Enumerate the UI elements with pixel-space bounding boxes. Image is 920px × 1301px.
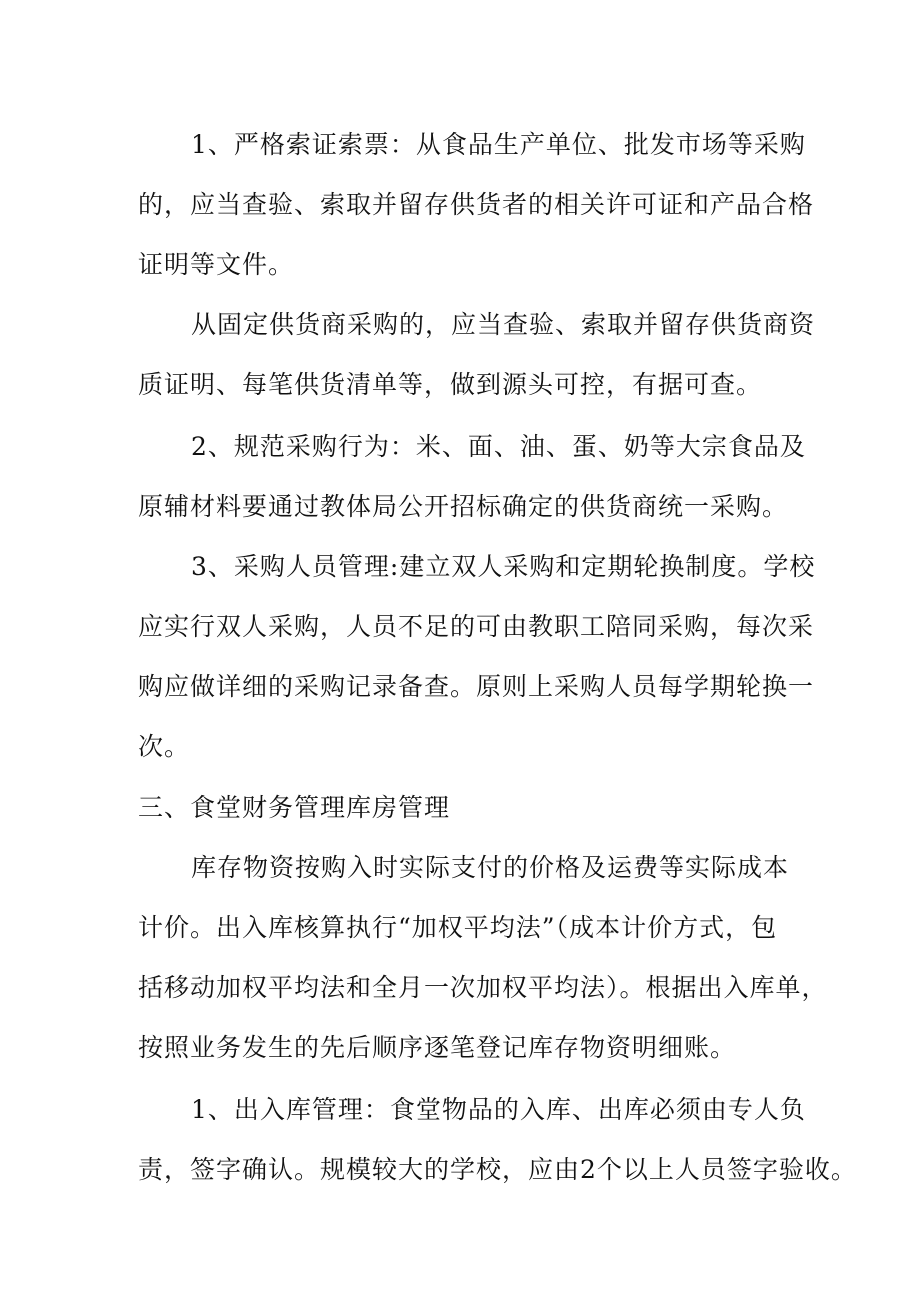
text-line: 3、采购人员管理:建立双人采购和定期轮换制度。学校 xyxy=(191,552,816,581)
text-line: 原辅材料要通过教体局公开招标确定的供货商统一采购。 xyxy=(138,492,789,521)
text-line: 质证明、每笔供货清单等，做到源头可控，有据可查。 xyxy=(138,370,763,399)
text-line: 库存物资按购入时实际支付的价格及运费等实际成本 xyxy=(191,853,790,882)
text-line: 按照业务发生的先后顺序逐笔登记库存物资明细账。 xyxy=(138,1033,737,1062)
text-line: 括移动加权平均法和全月一次加权平均法）。根据出入库单， xyxy=(138,973,828,1002)
text-line: 从固定供货商采购的，应当查验、索取并留存供货商资 xyxy=(191,310,816,339)
text-line: 次。 xyxy=(138,732,191,761)
text-line: 责，签字确认。规模较大的学校，应由2个以上人员签字验收。 xyxy=(138,1155,857,1184)
text-line: 1、出入库管理：食堂物品的入库、出库必须由专人负 xyxy=(191,1095,806,1124)
section-heading: 三、食堂财务管理库房管理 xyxy=(138,793,451,822)
text-line: 2、规范采购行为：米、面、油、蛋、奶等大宗食品及 xyxy=(191,432,806,461)
text-line: 的，应当查验、索取并留存供货者的相关许可证和产品合格 xyxy=(138,190,815,219)
text-line: 购应做详细的采购记录备查。原则上采购人员每学期轮换一 xyxy=(138,672,815,701)
text-line: 1、严格索证索票：从食品生产单位、批发市场等采购 xyxy=(191,130,806,159)
text-line: 证明等文件。 xyxy=(138,250,295,279)
text-line: 计价。出入库核算执行“加权平均法”（成本计价方式，包 xyxy=(138,913,778,942)
text-line: 应实行双人采购，人员不足的可由教职工陪同采购，每次采 xyxy=(138,612,815,641)
